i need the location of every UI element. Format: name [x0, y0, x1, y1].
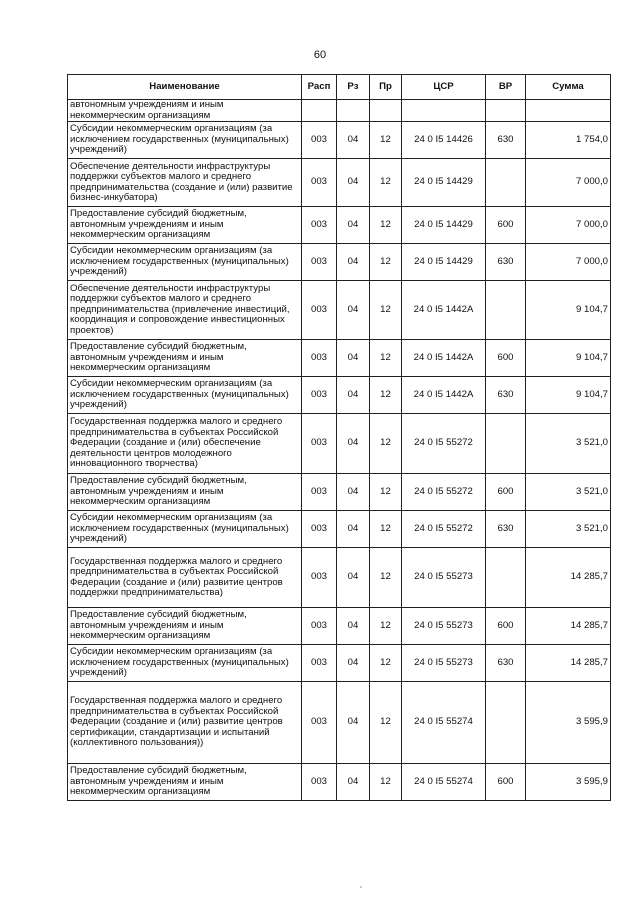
cell-name: Обеспечение деятельности инфраструктуры поддержки субъектов малого и среднего предпринимательства (создание и (или) развитие бизнес-инкубатора): [68, 159, 302, 207]
cell-rz: 04: [337, 377, 370, 414]
cell-csr: 24 0 I5 55273: [402, 645, 486, 682]
col-header-vr: ВР: [486, 75, 526, 100]
cell-rz: 04: [337, 764, 370, 801]
page-number: 60: [313, 49, 327, 61]
cell-rasp: 003: [302, 511, 337, 548]
budget-table: [67, 74, 611, 801]
cell-rasp: 003: [302, 645, 337, 682]
cell-vr: 630: [486, 244, 526, 281]
cell-rasp: 003: [302, 682, 337, 764]
cell-pr: [370, 100, 402, 122]
cell-rasp: 003: [302, 548, 337, 608]
cell-name: Субсидии некоммерческим организациям (за исключением государственных (муниципальных) учреждений): [68, 511, 302, 548]
scan-speck: [360, 886, 362, 888]
table-row: [68, 548, 611, 608]
cell-vr: [486, 100, 526, 122]
cell-sum: 1 754,0: [526, 122, 611, 159]
table-row: [68, 281, 611, 340]
cell-csr: 24 0 I5 14429: [402, 244, 486, 281]
cell-pr: 12: [370, 207, 402, 244]
cell-sum: 9 104,7: [526, 340, 611, 377]
cell-vr: 630: [486, 511, 526, 548]
table-row: [68, 414, 611, 474]
cell-vr: 600: [486, 474, 526, 511]
cell-vr: [486, 548, 526, 608]
cell-name: Предоставление субсидий бюджетным, автономным учреждениям и иным некоммерческим организациям: [68, 608, 302, 645]
table-row: [68, 100, 611, 122]
col-header-csr: ЦСР: [402, 75, 486, 100]
cell-sum: 7 000,0: [526, 244, 611, 281]
cell-vr: 600: [486, 608, 526, 645]
cell-vr: 630: [486, 645, 526, 682]
cell-pr: 12: [370, 414, 402, 474]
cell-rasp: 003: [302, 764, 337, 801]
cell-vr: 600: [486, 764, 526, 801]
cell-vr: [486, 281, 526, 340]
cell-pr: 12: [370, 764, 402, 801]
cell-pr: 12: [370, 377, 402, 414]
cell-name: Предоставление субсидий бюджетным, автономным учреждениям и иным некоммерческим организациям: [68, 340, 302, 377]
table-row: [68, 122, 611, 159]
table-body: [68, 100, 611, 801]
table-row: [68, 682, 611, 764]
cell-pr: 12: [370, 244, 402, 281]
col-header-rz: Рз: [337, 75, 370, 100]
cell-rasp: [302, 100, 337, 122]
cell-csr: [402, 100, 486, 122]
table-row: [68, 377, 611, 414]
cell-vr: 630: [486, 377, 526, 414]
cell-sum: 3 595,9: [526, 682, 611, 764]
cell-rz: 04: [337, 511, 370, 548]
cell-pr: 12: [370, 122, 402, 159]
cell-sum: 14 285,7: [526, 645, 611, 682]
cell-name: Субсидии некоммерческим организациям (за исключением государственных (муниципальных) учреждений): [68, 377, 302, 414]
cell-rz: 04: [337, 244, 370, 281]
cell-pr: 12: [370, 548, 402, 608]
cell-rz: 04: [337, 414, 370, 474]
col-header-rasp: Расп: [302, 75, 337, 100]
cell-vr: 600: [486, 207, 526, 244]
cell-rasp: 003: [302, 608, 337, 645]
cell-sum: 7 000,0: [526, 159, 611, 207]
cell-name: Государственная поддержка малого и среднего предпринимательства в субъектах Российской Федерации (создание и (или) обеспечение деятельности центров молодежного инновационного творчества): [68, 414, 302, 474]
cell-sum: 3 521,0: [526, 511, 611, 548]
cell-csr: 24 0 I5 55272: [402, 474, 486, 511]
table-row: [68, 207, 611, 244]
cell-csr: 24 0 I5 1442A: [402, 377, 486, 414]
cell-rz: 04: [337, 207, 370, 244]
cell-rz: 04: [337, 281, 370, 340]
cell-pr: 12: [370, 474, 402, 511]
cell-rz: 04: [337, 548, 370, 608]
cell-csr: 24 0 I5 55273: [402, 608, 486, 645]
table-row: [68, 340, 611, 377]
cell-vr: [486, 682, 526, 764]
cell-sum: 9 104,7: [526, 377, 611, 414]
table-row: [68, 608, 611, 645]
cell-rasp: 003: [302, 377, 337, 414]
table-header-row: [68, 75, 611, 100]
cell-rz: [337, 100, 370, 122]
cell-sum: 14 285,7: [526, 608, 611, 645]
cell-name: Государственная поддержка малого и среднего предпринимательства в субъектах Российской Федерации (создание и (или) развитие центров сертификации, стандартизации и испытаний (коллективного пользования)): [68, 682, 302, 764]
cell-rasp: 003: [302, 244, 337, 281]
cell-pr: 12: [370, 608, 402, 645]
col-header-sum: Сумма: [526, 75, 611, 100]
cell-rz: 04: [337, 645, 370, 682]
cell-rz: 04: [337, 682, 370, 764]
cell-name: Субсидии некоммерческим организациям (за исключением государственных (муниципальных) учреждений): [68, 244, 302, 281]
cell-sum: 3 521,0: [526, 474, 611, 511]
cell-rasp: 003: [302, 122, 337, 159]
cell-rasp: 003: [302, 159, 337, 207]
cell-csr: 24 0 I5 1442A: [402, 281, 486, 340]
cell-rasp: 003: [302, 414, 337, 474]
cell-vr: 600: [486, 340, 526, 377]
cell-sum: 14 285,7: [526, 548, 611, 608]
cell-sum: 3 595,9: [526, 764, 611, 801]
cell-sum: 7 000,0: [526, 207, 611, 244]
cell-name: Предоставление субсидий бюджетным, автономным учреждениям и иным некоммерческим организациям: [68, 764, 302, 801]
table-row: [68, 764, 611, 801]
cell-csr: 24 0 I5 55272: [402, 414, 486, 474]
cell-csr: 24 0 I5 55273: [402, 548, 486, 608]
cell-sum: [526, 100, 611, 122]
cell-csr: 24 0 I5 55272: [402, 511, 486, 548]
cell-csr: 24 0 I5 14429: [402, 159, 486, 207]
cell-rz: 04: [337, 122, 370, 159]
table-row: [68, 511, 611, 548]
col-header-name: Наименование: [68, 75, 302, 100]
cell-sum: 3 521,0: [526, 414, 611, 474]
cell-pr: 12: [370, 281, 402, 340]
cell-csr: 24 0 I5 14426: [402, 122, 486, 159]
cell-vr: [486, 414, 526, 474]
cell-rz: 04: [337, 340, 370, 377]
cell-rz: 04: [337, 159, 370, 207]
cell-csr: 24 0 I5 14429: [402, 207, 486, 244]
cell-name: Предоставление субсидий бюджетным, автономным учреждениям и иным некоммерческим организациям: [68, 474, 302, 511]
cell-pr: 12: [370, 340, 402, 377]
cell-sum: 9 104,7: [526, 281, 611, 340]
cell-pr: 12: [370, 159, 402, 207]
cell-pr: 12: [370, 645, 402, 682]
table-row: [68, 474, 611, 511]
cell-pr: 12: [370, 511, 402, 548]
cell-name: Государственная поддержка малого и среднего предпринимательства в субъектах Российской Федерации (создание и (или) развитие центров поддержки предпринимательства): [68, 548, 302, 608]
cell-vr: [486, 159, 526, 207]
table-row: [68, 645, 611, 682]
cell-csr: 24 0 I5 55274: [402, 682, 486, 764]
table-row: [68, 244, 611, 281]
cell-pr: 12: [370, 682, 402, 764]
cell-csr: 24 0 I5 1442A: [402, 340, 486, 377]
col-header-pr: Пр: [370, 75, 402, 100]
cell-rasp: 003: [302, 207, 337, 244]
cell-name: Субсидии некоммерческим организациям (за исключением государственных (муниципальных) учреждений): [68, 122, 302, 159]
cell-name: Субсидии некоммерческим организациям (за исключением государственных (муниципальных) учреждений): [68, 645, 302, 682]
cell-rz: 04: [337, 608, 370, 645]
cell-name: Предоставление субсидий бюджетным, автономным учреждениям и иным некоммерческим организациям: [68, 207, 302, 244]
cell-rasp: 003: [302, 281, 337, 340]
cell-name: автономным учреждениям и иным некоммерческим организациям: [68, 100, 302, 122]
cell-rz: 04: [337, 474, 370, 511]
cell-rasp: 003: [302, 474, 337, 511]
table-row: [68, 159, 611, 207]
cell-csr: 24 0 I5 55274: [402, 764, 486, 801]
cell-rasp: 003: [302, 340, 337, 377]
cell-vr: 630: [486, 122, 526, 159]
cell-name: Обеспечение деятельности инфраструктуры поддержки субъектов малого и среднего предпринимательства (привлечение инвестиций, координация и сопровождение инвестиционных проектов): [68, 281, 302, 340]
